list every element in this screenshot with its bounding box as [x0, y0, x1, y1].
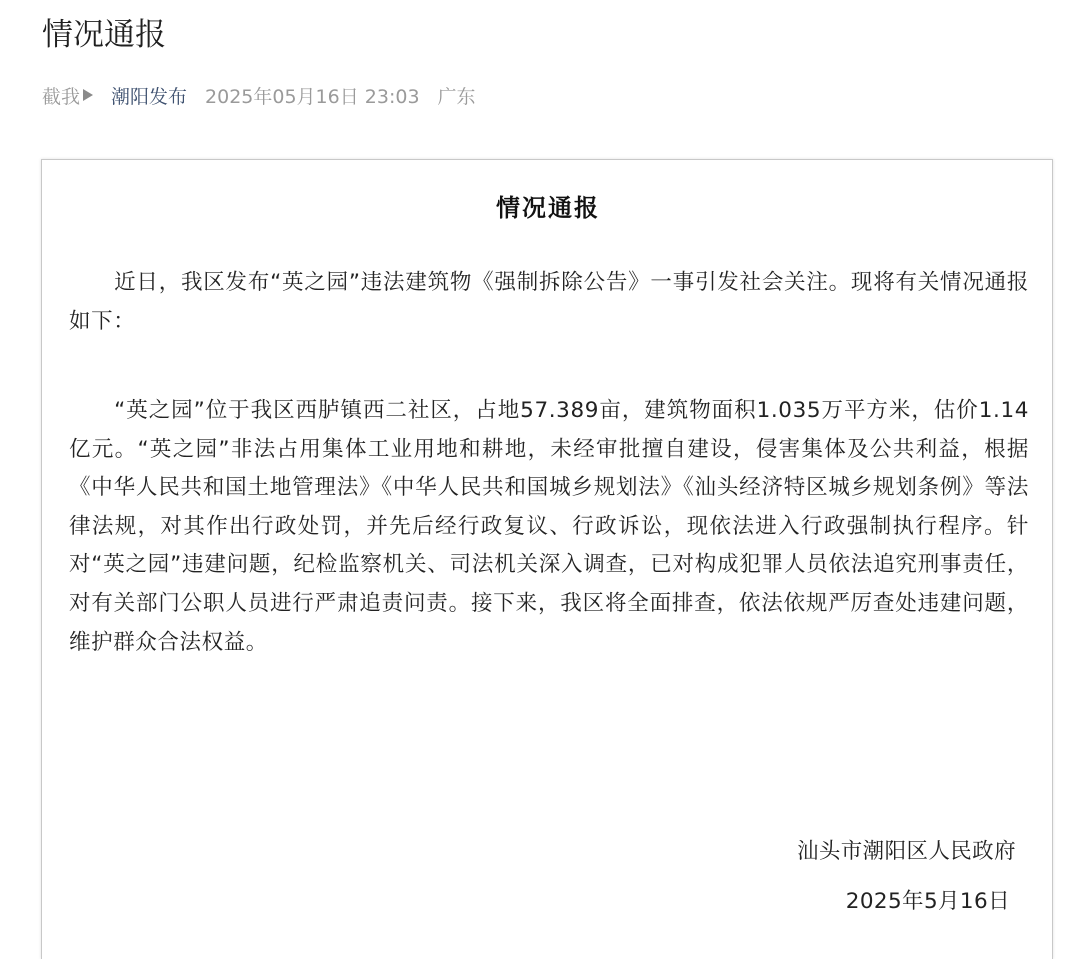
notice-paragraph-intro: 近日，我区发布“英之园”违法建筑物《强制拆除公告》一事引发社会关注。现将有关情况通报如下：: [69, 270, 1029, 334]
via-label-text: 截我: [42, 85, 81, 108]
signature-organization: 汕头市潮阳区人民政府: [796, 839, 1016, 864]
play-icon: [83, 89, 93, 101]
via-label: [42, 82, 111, 109]
notice-image: [41, 159, 1053, 959]
page-title: 情况通报: [42, 17, 166, 53]
signature-date: 2025年5月16日: [845, 889, 1010, 914]
publisher-link[interactable]: 潮阳发布: [111, 85, 188, 108]
notice-paragraph-body: “英之园”位于我区西胪镇西二社区，占地57.389亩，建筑物面积1.035万平方米，估价1.14亿元。“英之园”非法占用集体工业用地和耕地，未经审批擅自建设，侵害集体及公共利益，根据《中华人民共和国土地管理法》《中华人民共和国城乡规划法》《汕头经济特区城乡规划条例》等法律法规，对其作出行政处罚，并先后经行政复议、行政诉讼，现依法进入行政强制执行程序。针对“英之园”违建问题，纪检监察机关、司法机关深入调查，已对构成犯罪人员依法追究刑事责任，对有关部门公职人员进行严肃追责问责。接下来，我区将全面排查，依法依规严厉查处违建问题，维护群众合法权益。: [69, 398, 1029, 655]
notice-heading: 情况通报: [496, 194, 600, 222]
publish-location: 广东: [437, 85, 476, 108]
publish-datetime: 2025年05月16日 23:03: [205, 85, 420, 108]
article-meta: [42, 80, 476, 110]
